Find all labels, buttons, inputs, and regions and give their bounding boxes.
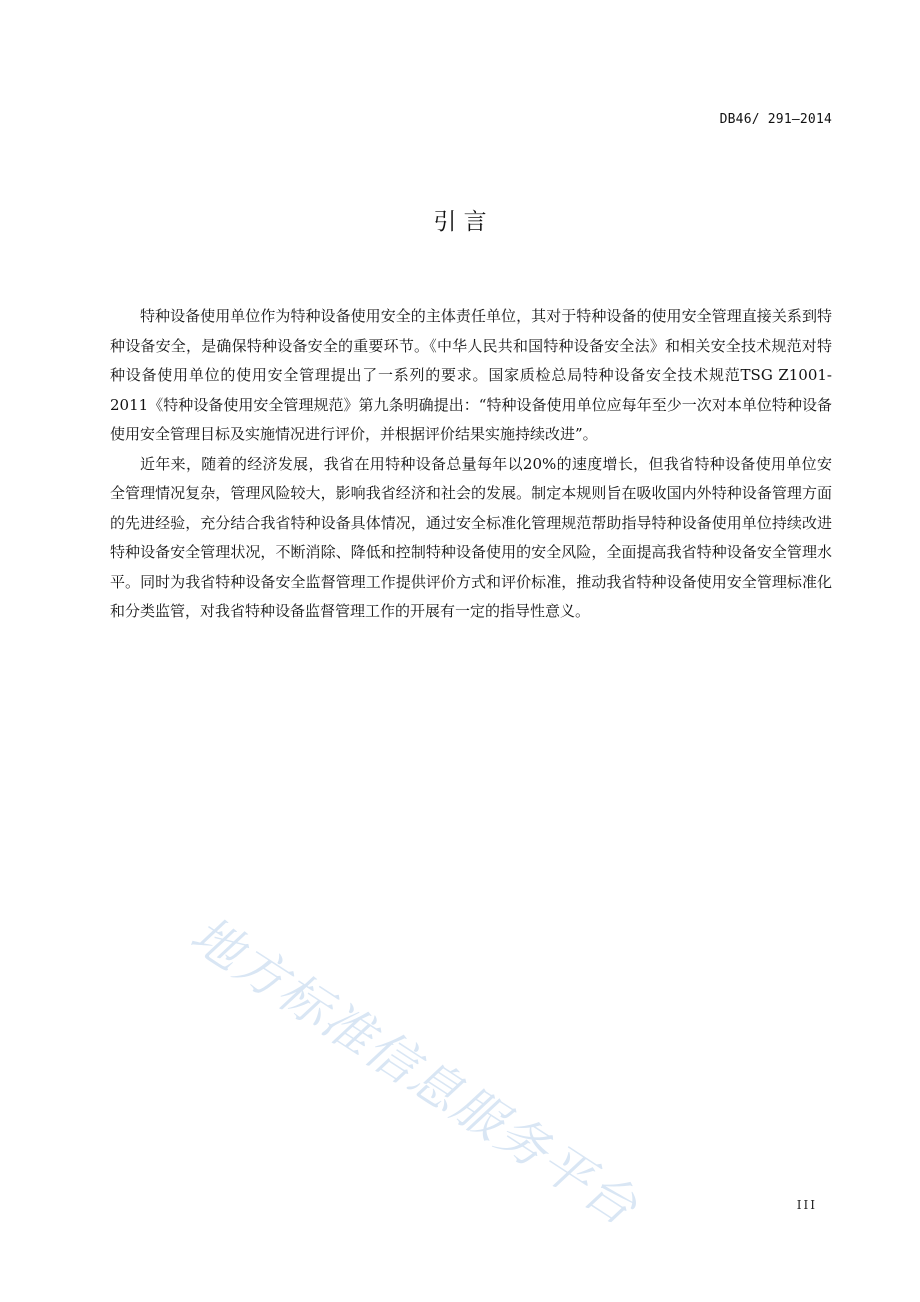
page-title: 引 言 xyxy=(433,209,487,235)
paragraph-2: 近年来，随着的经济发展，我省在用特种设备总量每年以20%的速度增长，但我省特种设备使用单位安全管理情况复杂，管理风险较大，影响我省经济和社会的发展。制定本规则旨在吸收国内外特种设备管理方面的先进经验，充分结合我省特种设备具体情况，通过安全标准化管理规范帮助指导特种设备使用单位持续改进特种设备安全管理状况，不断消除、降低和控制特种设备使用的安全风险，全面提高我省特种设备安全管理水平。同时为我省特种设备安全监督管理工作提供评价方式和评价标准，推动我省特种设备使用安全管理标准化和分类监管，对我省特种设备监督管理工作的开展有一定的指导性意义。 xyxy=(110,454,832,620)
page-number: III xyxy=(796,1198,817,1212)
document-code: DB46/ 291—2014 xyxy=(719,112,832,127)
body-text xyxy=(110,302,832,627)
paragraph-1: 特种设备使用单位作为特种设备使用安全的主体责任单位，其对于特种设备的使用安全管理直接关系到特种设备安全，是确保特种设备安全的重要环节。《中华人民共和国特种设备安全法》和相关安全技术规范对特种设备使用单位的使用安全管理提出了一系列的要求。国家质检总局特种设备安全技术规范TSG Z1001-2011《特种设备使用安全管理规范》第九条明确提出：“特种设备使用单位应每年至少一次对本单位特种设备使用安全管理目标及实施情况进行评价，并根据评价结果实施持续改进”。 xyxy=(110,307,832,443)
watermark: 地方标准信息服务平台 xyxy=(180,905,649,1238)
